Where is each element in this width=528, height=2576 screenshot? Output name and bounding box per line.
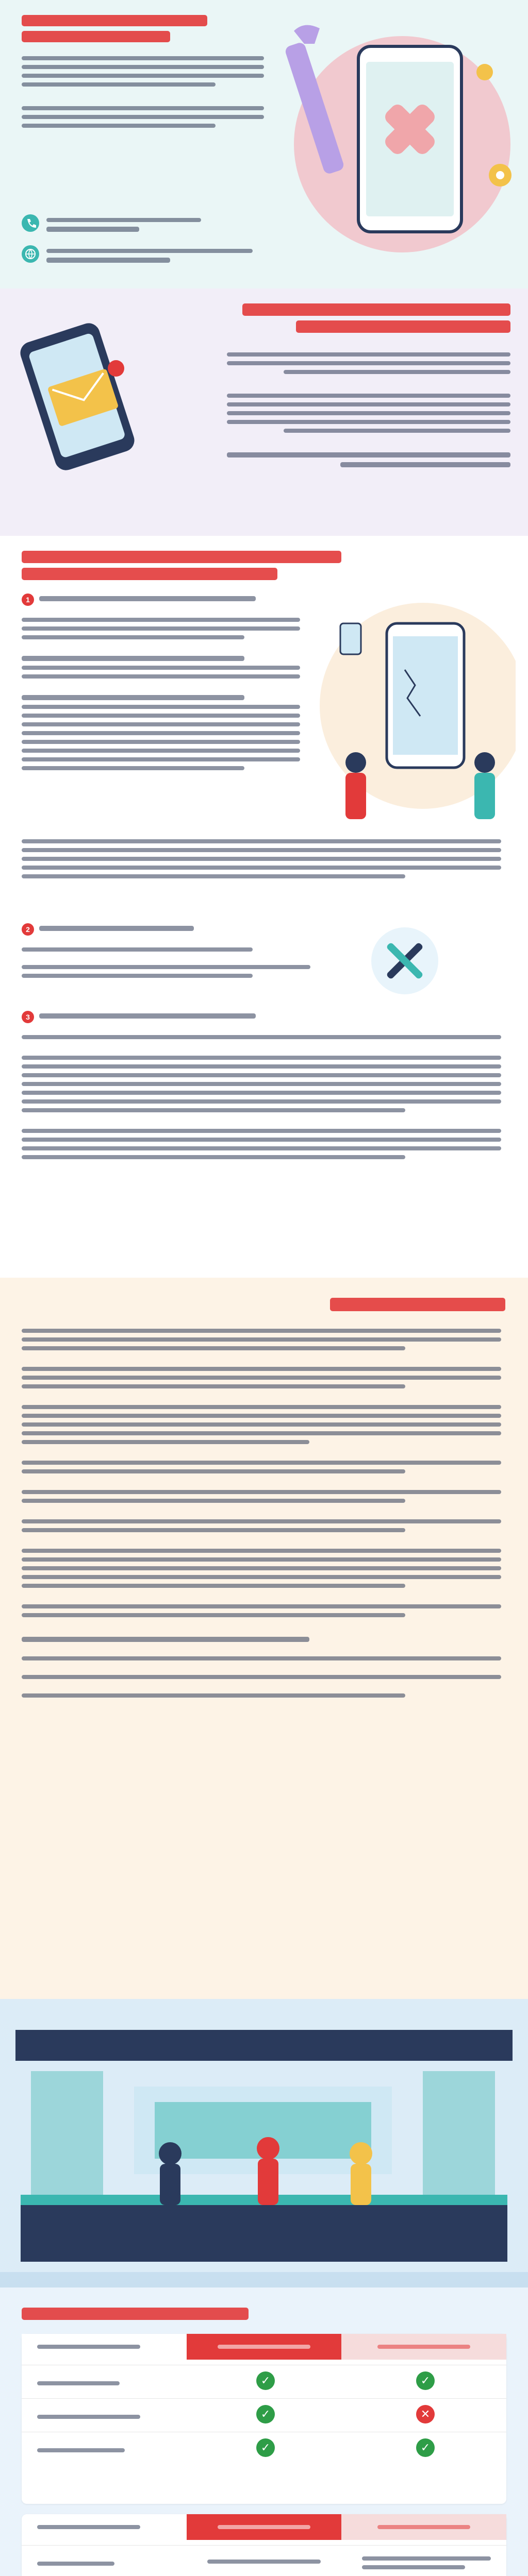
step-3-title	[39, 1009, 256, 1021]
step-1-badge: 1	[22, 594, 34, 606]
after-file-opened-body	[227, 348, 510, 523]
warnings-list	[22, 1324, 501, 1984]
tool-cross-icon	[371, 927, 438, 994]
step-1-body	[22, 613, 300, 829]
claim-notice-body	[22, 52, 264, 206]
after-file-opened-title	[242, 299, 510, 340]
section-claim-notice	[0, 0, 528, 289]
warnings-title	[330, 1293, 505, 1314]
step-3-body	[22, 1030, 501, 1257]
coverage-table	[22, 2334, 506, 2504]
limits-title	[22, 2303, 249, 2324]
check-icon: ✓	[256, 2405, 275, 2424]
phone-line-label	[46, 213, 201, 234]
check-icon: ✓	[256, 2371, 275, 2390]
web-link-label	[46, 244, 253, 265]
step-2-title	[39, 921, 194, 934]
step-1-title	[39, 591, 256, 604]
rules-table	[22, 2514, 506, 2576]
broken-phone-illustration	[273, 10, 516, 278]
web-icon	[22, 245, 39, 263]
phone-icon	[22, 214, 39, 232]
coverage-row	[22, 2398, 506, 2430]
coverage-col-header-1	[37, 2340, 140, 2353]
coverage-row	[22, 2432, 506, 2463]
store-illustration	[0, 1999, 528, 2287]
coverage-row	[22, 2365, 506, 2396]
step-3-badge: 3	[22, 1011, 34, 1023]
section-limits-services	[0, 2287, 528, 2576]
rules-col-header-2	[218, 2520, 310, 2534]
rules-row	[22, 2545, 506, 2576]
section-warnings	[0, 1278, 528, 1999]
web-contact-row[interactable]	[22, 242, 259, 268]
section-after-file-opened	[0, 289, 528, 536]
cross-icon: ✕	[416, 2405, 435, 2424]
step-2-body	[22, 943, 310, 999]
envelope-phone-illustration	[15, 319, 150, 474]
step-2-badge: 2	[22, 923, 34, 936]
coverage-col-header-2	[218, 2340, 310, 2353]
step-1-continued	[22, 835, 501, 912]
rules-col-header-3	[377, 2520, 470, 2534]
rules-col-header-1	[37, 2520, 140, 2534]
repair-illustration	[309, 592, 516, 829]
delivery-title	[22, 546, 341, 585]
coverage-col-header-3	[377, 2340, 470, 2353]
claim-notice-title	[22, 10, 207, 46]
check-icon: ✓	[416, 2371, 435, 2390]
phone-contact-row[interactable]	[22, 211, 238, 237]
check-icon: ✓	[256, 2438, 275, 2457]
section-delivery-process	[0, 536, 528, 1278]
check-icon: ✓	[416, 2438, 435, 2457]
